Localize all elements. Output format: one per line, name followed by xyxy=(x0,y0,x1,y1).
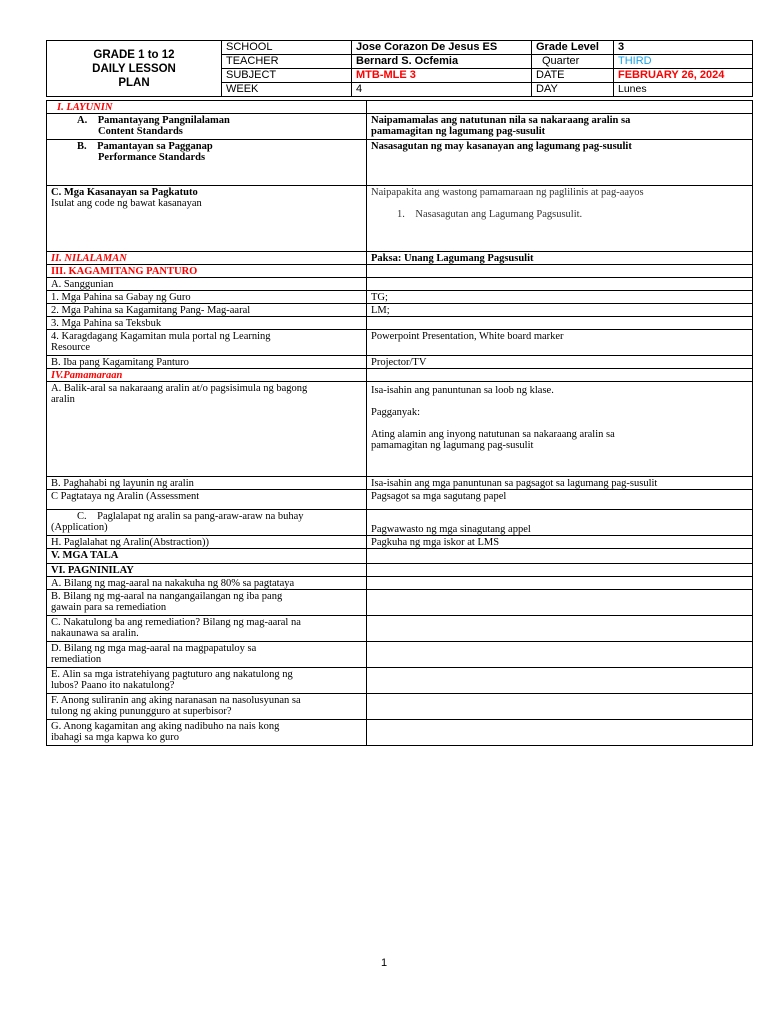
paksa-value: Paksa: Unang Lagumang Pagsusulit xyxy=(367,252,753,265)
gabay-guro-label: 1. Mga Pahina sa Gabay ng Guro xyxy=(47,291,367,304)
header-table xyxy=(46,40,753,97)
school-label: SCHOOL xyxy=(222,41,352,55)
pagtataya-value: Pagsagot sa mga sagutang papel xyxy=(367,490,753,510)
content-standards-label: A. Pamantayang Pangnilalaman Content Standards xyxy=(47,114,367,140)
sanggunian-label: A. Sanggunian xyxy=(47,278,367,291)
school-value: Jose Corazon De Jesus ES xyxy=(352,41,532,55)
learning-resource-value: Powerpoint Presentation, White board marker xyxy=(367,330,753,356)
reflection-a: A. Bilang ng mag-aaral na nakakuha ng 80% sa pagtataya xyxy=(47,577,367,590)
paglalahat-label: H. Paglalahat ng Aralin(Abstraction)) xyxy=(47,536,367,549)
week-label: WEEK xyxy=(222,83,352,97)
grade-level-value: 3 xyxy=(614,41,753,55)
teksbuk-label: 3. Mga Pahina sa Teksbuk xyxy=(47,317,367,330)
kagamitang-mag-aaral-value: LM; xyxy=(367,304,753,317)
subject-value: MTB-MLE 3 xyxy=(352,69,532,83)
quarter-value: THIRD xyxy=(614,55,753,69)
section-mga-tala: V. MGA TALA xyxy=(47,549,367,564)
kasanayan-label: C. Mga Kasanayan sa Pagkatuto Isulat ang code ng bawat kasanayan xyxy=(47,186,367,252)
iba-pang-kagamitan-label: B. Iba pang Kagamitang Panturo xyxy=(47,356,367,369)
reflection-b: B. Bilang ng mg-aaral na nangangailangan ng iba pang gawain para sa remediation xyxy=(47,590,367,616)
plan-title: GRADE 1 to 12 DAILY LESSON PLAN xyxy=(47,41,222,97)
performance-standards-label: B. Pamantayan sa Pagganap Performance Standards xyxy=(47,140,367,186)
reflection-f: F. Anong suliranin ang aking naranasan na nasolusyunan sa tulong ng aking punungguro at superbisor? xyxy=(47,694,367,720)
gabay-guro-value: TG; xyxy=(367,291,753,304)
balik-aral-label: A. Balik-aral sa nakaraang aralin at/o pagsisimula ng bagong aralin xyxy=(47,382,367,477)
balik-aral-value: Isa-isahin ang panuntunan sa loob ng klase. Pagganyak: Ating alamin ang inyong natutunan sa nakaraang aralin sa pamamagitan ng lagumang pag-susulit xyxy=(367,382,753,477)
quarter-label: Quarter xyxy=(532,55,614,69)
kasanayan-value: Naipapakita ang wastong pamamaraan ng paglilinis at pag-aayos 1. Nasasagutan ang Lagumang Pagsusulit. xyxy=(367,186,753,252)
iba-pang-kagamitan-value: Projector/TV xyxy=(367,356,753,369)
page-number: 1 xyxy=(380,957,388,969)
teacher-label: TEACHER xyxy=(222,55,352,69)
section-kagamitan: III. KAGAMITANG PANTURO xyxy=(47,265,367,278)
day-label: DAY xyxy=(532,83,614,97)
reflection-c: C. Nakatulong ba ang remediation? Bilang ng mag-aaral na nakaunawa sa aralin. xyxy=(47,616,367,642)
section-pamamaraan: IV.Pamamaraan xyxy=(47,369,367,382)
paglalapat-label: C. Paglalapat ng aralin sa pang-araw-araw na buhay (Application) xyxy=(47,510,367,536)
date-label: DATE xyxy=(532,69,614,83)
paghahabi-value: Isa-isahin ang mga panuntunan sa pagsagot sa lagumang pag-susulit xyxy=(367,477,753,490)
learning-resource-label: 4. Karagdagang Kagamitan mula portal ng Learning Resource xyxy=(47,330,367,356)
subject-label: SUBJECT xyxy=(222,69,352,83)
performance-standards-value: Nasasagutan ng may kasanayan ang lagumang pag-susulit xyxy=(367,140,753,186)
kagamitang-mag-aaral-label: 2. Mga Pahina sa Kagamitang Pang- Mag-aaral xyxy=(47,304,367,317)
reflection-e: E. Alin sa mga istratehiyang pagtuturo ang nakatulong ng lubos? Paano ito nakatulong? xyxy=(47,668,367,694)
day-value: Lunes xyxy=(614,83,753,97)
teacher-value: Bernard S. Ocfemia xyxy=(352,55,532,69)
week-value: 4 xyxy=(352,83,532,97)
paglalahat-value: Pagkuha ng mga iskor at LMS xyxy=(367,536,753,549)
grade-level-label: Grade Level xyxy=(532,41,614,55)
paghahabi-label: B. Paghahabi ng layunin ng aralin xyxy=(47,477,367,490)
lesson-table xyxy=(46,100,753,746)
section-pagninilay: VI. PAGNINILAY xyxy=(47,564,367,577)
paglalapat-value: Pagwawasto ng mga sinagutang appel xyxy=(367,510,753,536)
section-nilalaman: II. NILALAMAN xyxy=(47,252,367,265)
reflection-g: G. Anong kagamitan ang aking nadibuho na nais kong ibahagi sa mga kapwa ko guro xyxy=(47,720,367,746)
pagtataya-label: C Pagtataya ng Aralin (Assessment xyxy=(47,490,367,510)
date-value: FEBRUARY 26, 2024 xyxy=(614,69,753,83)
content-standards-value: Naipamamalas ang natutunan nila sa nakaraang aralin sa pamamagitan ng lagumang pag-susulit xyxy=(367,114,753,140)
reflection-d: D. Bilang ng mga mag-aaral na magpapatuloy sa remediation xyxy=(47,642,367,668)
section-layunin: I. LAYUNIN xyxy=(47,101,367,114)
